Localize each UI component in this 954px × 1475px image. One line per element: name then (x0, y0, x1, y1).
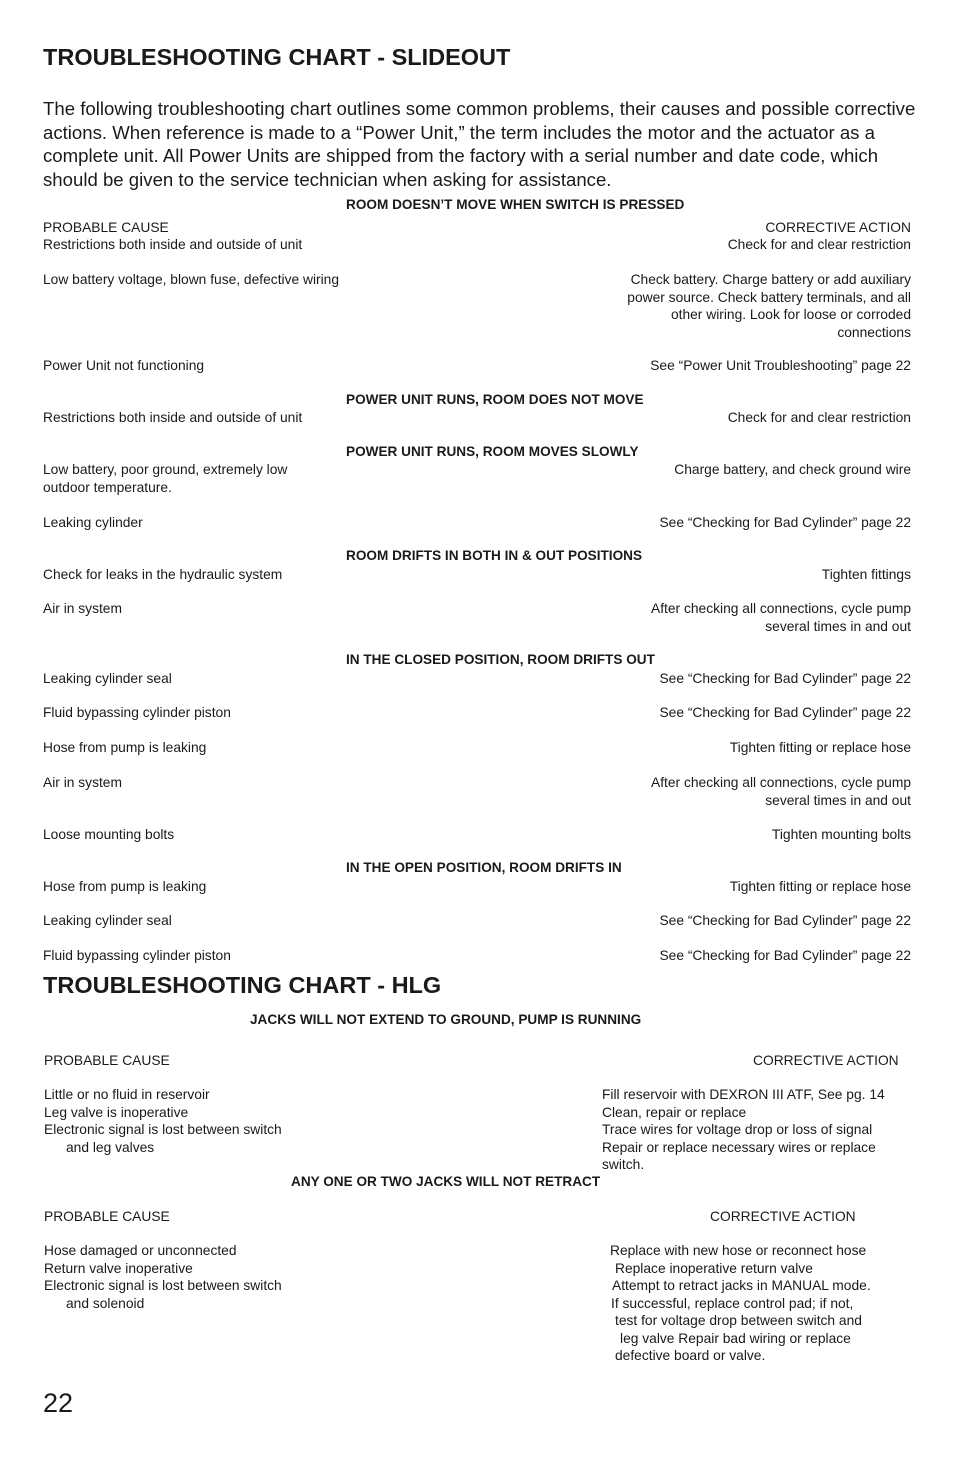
cause-text: Fluid bypassing cylinder piston (43, 948, 231, 963)
probable-cause-header: PROBABLE CAUSE (44, 1209, 170, 1224)
action-text: Tighten fittings (821, 567, 911, 582)
section-heading: IN THE CLOSED POSITION, ROOM DRIFTS OUT (346, 652, 655, 667)
cause-text: Leaking cylinder seal (43, 913, 172, 928)
cause-list: Hose damaged or unconnected Return valve inoperative Electronic signal is lost between switch and solenoid (44, 1243, 282, 1311)
action-list: Replace with new hose or reconnect hose Replace inoperative return valve Attempt to retract jacks in MANUAL mode. If successful, replace control pad; if not, test for voltage drop between switch and leg valve Repair bad wiring or replace defective board or valve. (610, 1243, 871, 1363)
section-heading: POWER UNIT RUNS, ROOM MOVES SLOWLY (346, 444, 639, 459)
action-text: See “Checking for Bad Cylinder” page 22 (659, 948, 911, 963)
action-text: See “Checking for Bad Cylinder” page 22 (659, 515, 911, 530)
cause-text: Hose from pump is leaking (43, 879, 207, 894)
cause-text: Check for leaks in the hydraulic system (43, 567, 283, 582)
action-text: Check for and clear restriction (727, 237, 911, 252)
cause-text: Leaking cylinder (43, 515, 143, 530)
cause-text: Hose from pump is leaking (43, 740, 207, 755)
cause-text: Restrictions both inside and outside of unit (43, 410, 303, 425)
action-list: Fill reservoir with DEXRON III ATF, See pg. 14 Clean, repair or replace Trace wires for voltage drop or loss of signal Repair or replace necessary wires or replace switch. (602, 1087, 885, 1172)
corrective-action-header: CORRECTIVE ACTION (710, 1209, 856, 1224)
action-text: Charge battery, and check ground wire (674, 462, 911, 477)
section-heading: ANY ONE OR TWO JACKS WILL NOT RETRACT (291, 1174, 601, 1189)
section-heading: JACKS WILL NOT EXTEND TO GROUND, PUMP IS RUNNING (250, 1012, 642, 1027)
section-heading: ROOM DRIFTS IN BOTH IN & OUT POSITIONS (346, 548, 643, 563)
action-text: After checking all connections, cycle pump several times in and out (651, 601, 911, 634)
probable-cause-header: PROBABLE CAUSE (43, 220, 169, 235)
cause-text: Loose mounting bolts (43, 827, 175, 842)
hlg-title: TROUBLESHOOTING CHART - HLG (43, 972, 442, 998)
action-text: Check for and clear restriction (727, 410, 911, 425)
action-text: Tighten fitting or replace hose (729, 879, 911, 894)
action-text: Tighten fitting or replace hose (729, 740, 911, 755)
action-text: See “Checking for Bad Cylinder” page 22 (659, 671, 911, 686)
action-text: Check battery. Charge battery or add auxiliary power source. Check battery terminals, and all other wiring. Look for loose or corroded connections (627, 272, 911, 340)
cause-text: Low battery voltage, blown fuse, defective wiring (43, 272, 340, 287)
intro-paragraph: The following troubleshooting chart outlines some common problems, their causes and possible corrective actions. When reference is made to a “Power Unit,” the term includes the motor and the actuator as a complete unit. All Power Units are shipped from the factory with a serial number and date code, which should be given to the service technician when asking for assistance. (43, 98, 916, 190)
action-text: See “Power Unit Troubleshooting” page 22 (650, 358, 911, 373)
corrective-action-header: CORRECTIVE ACTION (765, 220, 911, 235)
action-text: See “Checking for Bad Cylinder” page 22 (659, 705, 911, 720)
section-heading: IN THE OPEN POSITION, ROOM DRIFTS IN (346, 860, 622, 875)
section-heading: ROOM DOESN’T MOVE WHEN SWITCH IS PRESSED (346, 197, 685, 212)
page-number: 22 (43, 1388, 74, 1418)
corrective-action-header: CORRECTIVE ACTION (753, 1053, 899, 1068)
cause-text: Low battery, poor ground, extremely low outdoor temperature. (43, 462, 288, 495)
cause-text: Air in system (43, 775, 122, 790)
cause-text: Air in system (43, 601, 122, 616)
cause-text: Leaking cylinder seal (43, 671, 172, 686)
action-text: After checking all connections, cycle pump several times in and out (651, 775, 911, 808)
action-text: See “Checking for Bad Cylinder” page 22 (659, 913, 911, 928)
slideout-title: TROUBLESHOOTING CHART - SLIDEOUT (43, 44, 511, 70)
action-text: Tighten mounting bolts (771, 827, 911, 842)
probable-cause-header: PROBABLE CAUSE (44, 1053, 170, 1068)
cause-list: Little or no fluid in reservoir Leg valve is inoperative Electronic signal is lost between switch and leg valves (44, 1087, 282, 1155)
section-heading: POWER UNIT RUNS, ROOM DOES NOT MOVE (346, 392, 644, 407)
cause-text: Power Unit not functioning (43, 358, 205, 373)
cause-text: Fluid bypassing cylinder piston (43, 705, 231, 720)
cause-text: Restrictions both inside and outside of unit (43, 237, 303, 252)
